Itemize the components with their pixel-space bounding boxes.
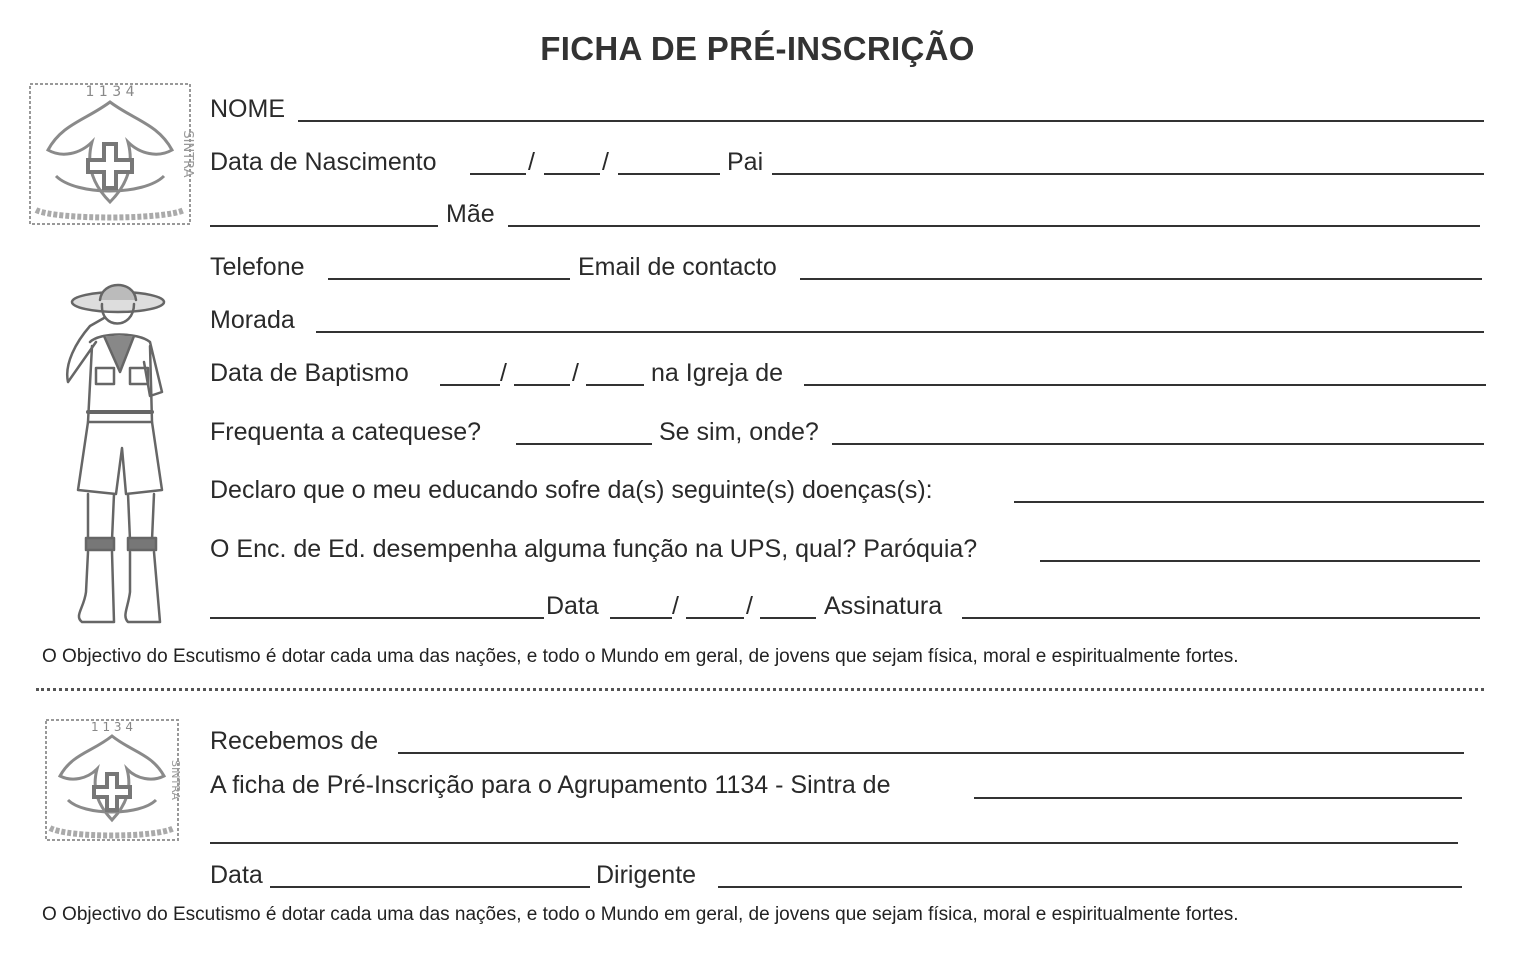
mae-input-line[interactable] — [508, 225, 1480, 227]
receipt-data-input-line[interactable] — [270, 886, 590, 888]
label-mae: Mãe — [446, 200, 495, 228]
pai-input-line[interactable] — [772, 173, 1484, 175]
nome-input-line[interactable] — [298, 120, 1484, 122]
label-receipt-data: Data — [210, 861, 263, 889]
dirigente-input-line[interactable] — [718, 886, 1462, 888]
emblem-number: 1 1 3 4 — [91, 720, 133, 734]
baptismo-day-line[interactable] — [440, 384, 500, 386]
baptismo-year-line[interactable] — [586, 384, 644, 386]
date-separator: / — [602, 148, 609, 176]
nascimento-year-line[interactable] — [618, 173, 720, 175]
label-doencas: Declaro que o meu educando sofre da(s) seguinte(s) doenças(s): — [210, 476, 933, 504]
email-input-line[interactable] — [800, 278, 1482, 280]
pai-continuation-line[interactable] — [210, 225, 438, 227]
label-funcao: O Enc. de Ed. desempenha alguma função na UPS, qual? Paróquia? — [210, 535, 978, 563]
ficha-input-line[interactable] — [974, 797, 1462, 799]
label-data-nascimento: Data de Nascimento — [210, 148, 437, 176]
footer-motto: O Objectivo do Escutismo é dotar cada uma das nações, e todo o Mundo em geral, de jovens que sejam física, moral e espiritualmente fortes. — [42, 646, 1239, 667]
assinatura-input-line[interactable] — [962, 617, 1480, 619]
footer-motto: O Objectivo do Escutismo é dotar cada uma das nações, e todo o Mundo em geral, de jovens que sejam física, moral e espiritualmente fortes. — [42, 904, 1239, 925]
data-month-line[interactable] — [686, 617, 744, 619]
label-assinatura: Assinatura — [824, 592, 943, 620]
nascimento-month-line[interactable] — [544, 173, 600, 175]
igreja-input-line[interactable] — [804, 384, 1486, 386]
label-ficha: A ficha de Pré-Inscrição para o Agrupamento 1134 - Sintra de — [210, 771, 891, 799]
label-telefone: Telefone — [210, 253, 305, 281]
label-pai: Pai — [727, 148, 764, 176]
date-separator: / — [500, 359, 507, 387]
data-day-line[interactable] — [610, 617, 672, 619]
local-input-line[interactable] — [210, 617, 544, 619]
label-se-sim: Se sim, onde? — [659, 418, 819, 446]
date-separator: / — [528, 148, 535, 176]
catequese-input-line[interactable] — [516, 443, 652, 445]
funcao-input-line[interactable] — [1040, 560, 1480, 562]
date-separator: / — [746, 592, 753, 620]
label-dirigente: Dirigente — [596, 861, 697, 889]
ficha-continuation-line[interactable] — [210, 842, 1458, 844]
emblem-side-text: SINTRA — [169, 760, 182, 800]
date-separator: / — [572, 359, 579, 387]
form-title: FICHA DE PRÉ-INSCRIÇÃO — [540, 30, 975, 67]
label-nome: NOME — [210, 95, 285, 123]
data-year-line[interactable] — [760, 617, 816, 619]
label-igreja: na Igreja de — [651, 359, 784, 387]
date-separator: / — [672, 592, 679, 620]
saluting-scout-icon — [30, 272, 182, 632]
baptismo-month-line[interactable] — [514, 384, 570, 386]
label-data-baptismo: Data de Baptismo — [210, 359, 409, 387]
scout-emblem-icon — [42, 716, 182, 844]
nascimento-day-line[interactable] — [470, 173, 526, 175]
se-sim-input-line[interactable] — [832, 443, 1484, 445]
doencas-input-line[interactable] — [1014, 501, 1484, 503]
label-data: Data — [546, 592, 599, 620]
emblem-side-text: SINTRA — [180, 130, 194, 178]
scout-emblem-icon — [26, 80, 194, 228]
telefone-input-line[interactable] — [328, 278, 570, 280]
cut-line — [36, 688, 1484, 691]
recebemos-input-line[interactable] — [398, 752, 1464, 754]
emblem-number: 1 1 3 4 — [85, 84, 135, 100]
label-recebemos: Recebemos de — [210, 727, 379, 755]
label-catequese: Frequenta a catequese? — [210, 418, 482, 446]
label-morada: Morada — [210, 306, 295, 334]
label-email: Email de contacto — [578, 253, 777, 281]
morada-input-line[interactable] — [316, 331, 1484, 333]
